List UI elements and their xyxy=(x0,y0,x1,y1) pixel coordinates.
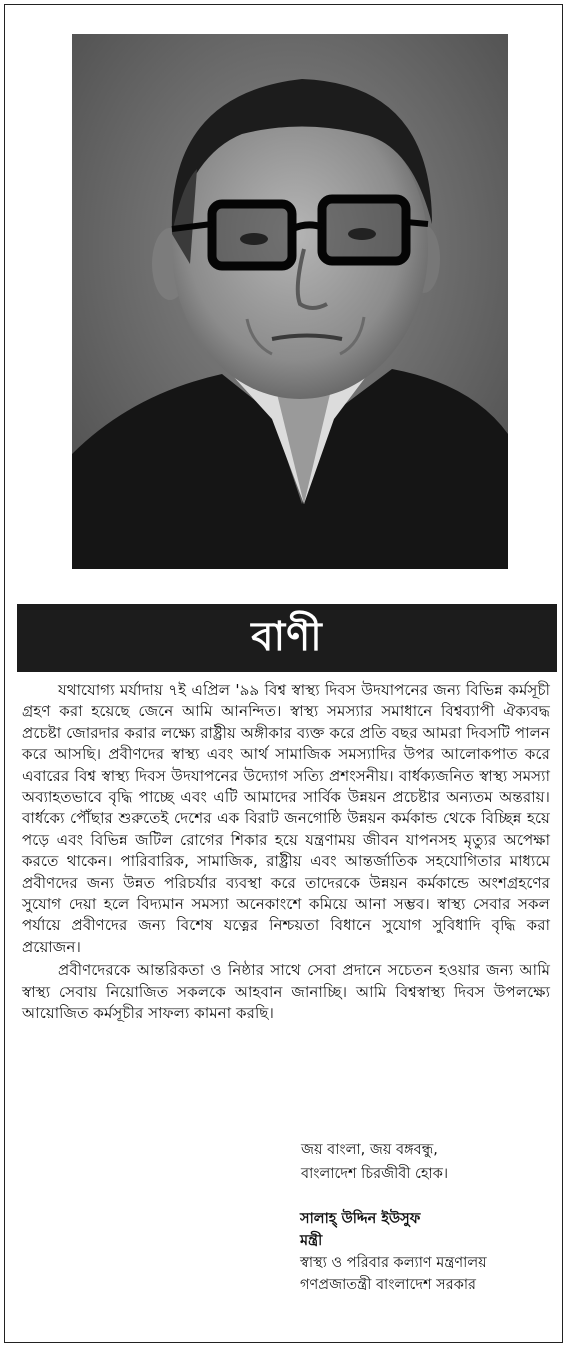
message-body xyxy=(22,680,550,1025)
signatory-government: গণপ্রজাতন্ত্রী বাংলাদেশ সরকার xyxy=(300,1277,477,1293)
message-paragraph: যথাযোগ্য মর্যাদায় ৭ই এপ্রিল '৯৯ বিশ্ব স্বাস্থ্য দিবস উদযাপনের জন্য বিভিন্ন কর্মসূচী গ্রহণ করা হয়েছে জেনে আমি আনন্দিত। স্বাস্থ্য সমস্যার সমাধানে বিশ্বব্যাপী ঐক্যবদ্ধ প্রচেষ্টা জোরদার করার লক্ষ্যে রাষ্ট্রীয় অঙ্গীকার ব্যক্ত করে প্রতি বছর আমরা দিবসটি পালন করে আসছি। প্রবীণদের স্বাস্থ্য এবং আর্থ সামাজিক সমস্যাদির উপর আলোকপাত করে এবারের বিশ্ব স্বাস্থ্য দিবস উদযাপনের উদ্যোগ সত্যি প্রশংসনীয়। বার্ধক্যজনিত স্বাস্থ্য সমস্যা অব্যাহতভাবে বৃদ্ধি পাচ্ছে এবং এটি আমাদের সার্বিক উন্নয়ন প্রচেষ্টার অন্যতম অন্তরায়। বার্ধক্যে পৌঁছার শুরুতেই দেশের এক বিরাট জনগোষ্ঠি উন্নয়ন কর্মকান্ড থেকে বিচ্ছিন্ন হয়ে পড়ে এবং বিভিন্ন জটিল রোগের শিকার হয়ে যন্ত্রণাময় জীবন যাপনসহ মৃত্যুর অপেক্ষা করতে থাকেন। পারিবারিক, সামাজিক, রাষ্ট্রীয় এবং আন্তর্জাতিক সহযোগিতার মাধ্যমে প্রবীণদের জন্য উন্নত পরিচর্যার ব্যবস্থা করে তাদেরকে উন্নয়ন কর্মকান্ডে অংশগ্রহণের সুযোগ দেয়া হলে বিদ্যমান সমস্যা অনেকাংশে কমিয়ে আনা সম্ভব। স্বাস্থ্য সেবার সকল পর্যায়ে প্রবীণদের জন্য বিশেষ যত্নের নিশ্চয়তা বিধানে সুযোগ সুবিধাদি বৃদ্ধি করা প্রয়োজন। xyxy=(22,681,550,956)
signatory-name: সালাহ্ উদ্দিন ইউসুফ xyxy=(300,1211,421,1227)
message-paragraph: প্রবীণদেরকে আন্তরিকতা ও নিষ্ঠার সাথে সেবা প্রদানে সচেতন হওয়ার জন্য আমি স্বাস্থ্য সেবায় নিয়োজিত সকলকে আহবান জানাচ্ছি। আমি বিশ্বস্বাস্থ্য দিবস উপলক্ষ্যে আয়োজিত কর্মসূচীর সাফল্য কামনা করছি। xyxy=(22,961,550,1023)
signatory-ministry: স্বাস্থ্য ও পরিবার কল্যাণ মন্ত্রণালয় xyxy=(300,1255,487,1271)
heading-title: বাণী xyxy=(251,613,323,660)
heading-banner xyxy=(17,604,557,672)
portrait-photo xyxy=(72,34,508,569)
signature-block xyxy=(300,1208,487,1296)
signatory-title: মন্ত্রী xyxy=(300,1233,323,1249)
closing-line: বাংলাদেশ চিরজীবী হোক। xyxy=(301,1166,449,1182)
closing-slogan xyxy=(301,1138,448,1186)
portrait-illustration xyxy=(72,34,508,569)
closing-line: জয় বাংলা, জয় বঙ্গবন্ধু, xyxy=(301,1142,438,1158)
